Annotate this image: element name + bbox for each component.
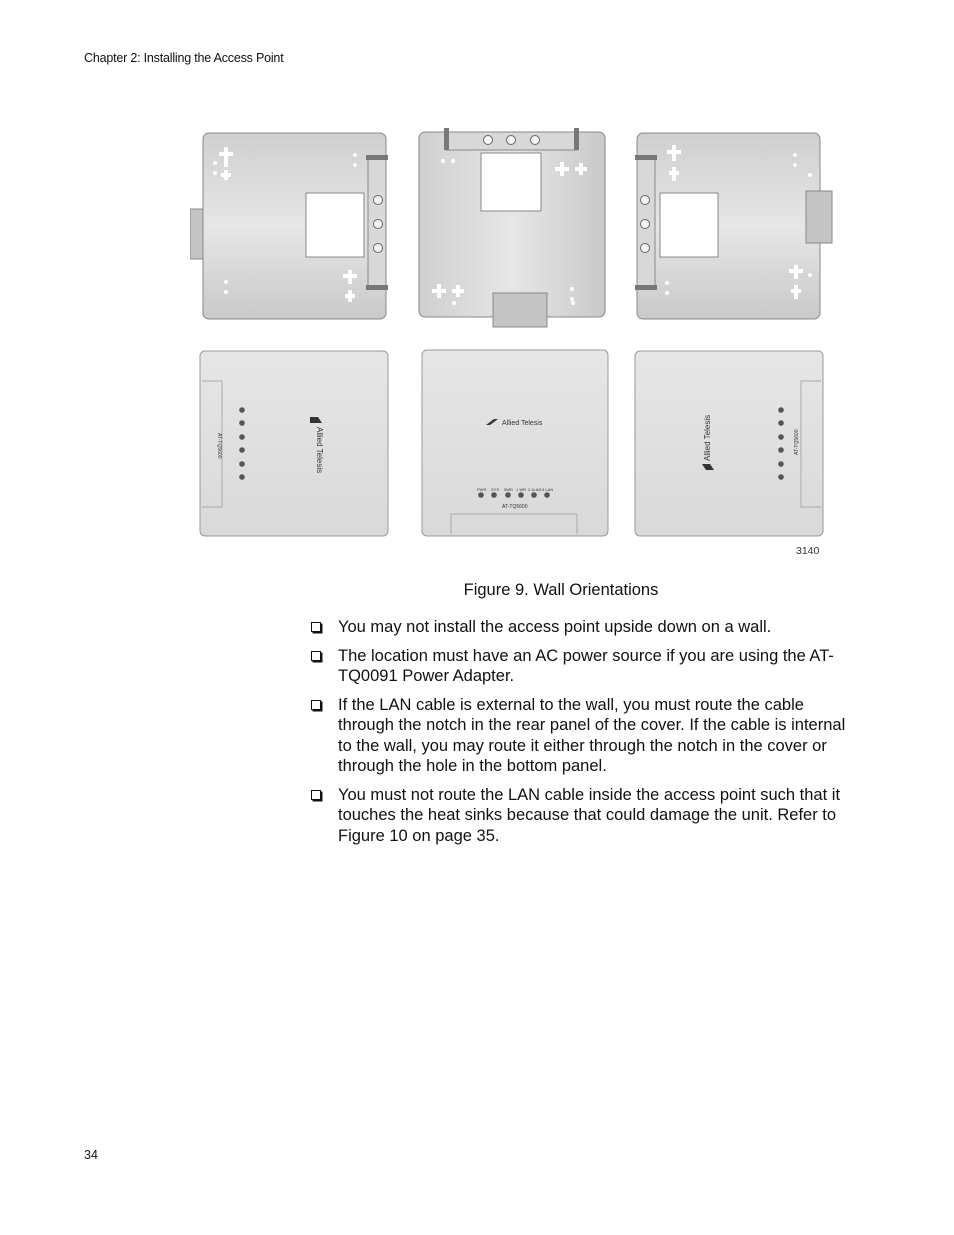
list-item bbox=[310, 785, 850, 847]
access-point-left-orientation bbox=[200, 351, 388, 536]
bracket-center-orientation bbox=[419, 128, 605, 327]
access-point-right-orientation bbox=[635, 351, 823, 536]
list-item-text: If the LAN cable is external to the wall, you must route the cable through the notch in the rear panel of the cover. If the cable is internal to the wall, you may route it either through the notch in the cover or through the hole in the bottom panel. bbox=[338, 695, 846, 775]
right-device-model: AT-TQ5600 bbox=[794, 429, 800, 455]
left-device-model: AT-TQ5600 bbox=[216, 433, 222, 459]
right-device-brand: Allied Telesis bbox=[703, 414, 712, 461]
led-label-pwr: PWR bbox=[477, 487, 487, 492]
checkbox-bullet-icon bbox=[311, 622, 321, 632]
checkbox-bullet-icon bbox=[311, 700, 321, 710]
list-item bbox=[310, 617, 850, 638]
page-number: 34 bbox=[84, 1148, 98, 1162]
bracket-right-orientation bbox=[635, 133, 832, 319]
list-item-text: You must not route the LAN cable inside the access point such that it touches the heat sinks because that could damage the unit. Refer to Figure 10 on page 35. bbox=[338, 785, 841, 845]
list-item bbox=[310, 646, 850, 687]
list-item-text: You may not install the access point upside down on a wall. bbox=[338, 618, 772, 636]
left-device-brand: Allied Telesis bbox=[315, 427, 324, 474]
checkbox-bullet-icon bbox=[311, 790, 321, 800]
bullet-list bbox=[310, 617, 850, 854]
center-device-model: AT-TQ5600 bbox=[502, 504, 528, 510]
led-label-5wr: 5WR bbox=[504, 487, 513, 492]
figure-caption: Figure 9. Wall Orientations bbox=[463, 581, 659, 599]
checkbox-bullet-icon bbox=[311, 651, 321, 661]
led-label-1wr: 1 WR bbox=[516, 487, 526, 492]
access-point-center-orientation bbox=[422, 350, 608, 536]
figure-id-label: 3140 bbox=[796, 545, 820, 557]
bracket-left-orientation bbox=[190, 133, 388, 319]
list-item bbox=[310, 695, 850, 777]
chapter-header: Chapter 2: Installing the Access Point bbox=[84, 51, 284, 65]
led-label-24lan: 2.4LAN bbox=[528, 487, 542, 492]
figure-illustration bbox=[190, 125, 840, 565]
wall-orientations-figure bbox=[190, 125, 840, 565]
center-device-brand: Allied Telesis bbox=[502, 420, 543, 427]
led-label-5lan: 5 LAN bbox=[542, 487, 554, 492]
list-item-text: The location must have an AC power source if you are using the AT-TQ0091 Power Adapter. bbox=[338, 646, 834, 685]
led-label-sys: SYS bbox=[491, 487, 500, 492]
